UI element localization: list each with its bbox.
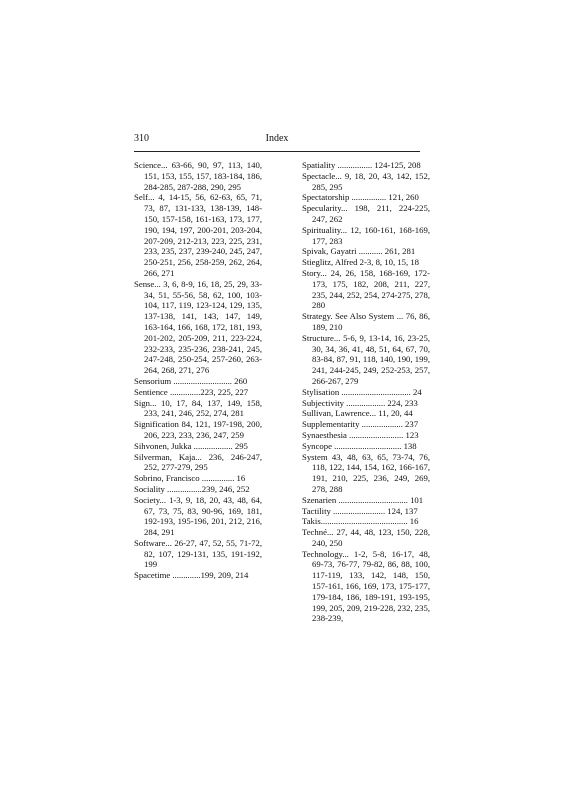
index-entry: Spectacle... 9, 18, 20, 43, 142, 152, 285, 295: [302, 170, 430, 192]
index-entry: Spatiality ................ 124-125, 208: [302, 160, 421, 170]
index-entry: Subjectivity .................. 224, 233: [302, 397, 418, 408]
index-entry: Sign... 10, 17, 84, 137, 149, 158, 233, 241, 246, 252, 274, 281: [134, 397, 262, 419]
index-entry: Stieglitz, Alfred 2-3, 8, 10, 15, 18: [302, 257, 420, 268]
index-entry: Story... 24, 26, 158, 168-169, 172-173, 175, 182, 208, 211, 227, 235, 244, 252, 254, 274-275, 278, 280: [302, 267, 431, 311]
index-entry: Sociality ................239, 246, 252: [134, 483, 250, 494]
index-entry: Syncope ............................... 138: [302, 440, 417, 451]
page-number: 310: [134, 133, 149, 144]
index-entry: Specularity... 198, 211, 224-225, 247, 262: [302, 203, 430, 224]
index-entry: Software... 26-27, 47, 52, 55, 71-72, 82, 107, 129-131, 135, 191-192, 199: [134, 537, 262, 570]
index-entry: Spivak, Gayatri ........... 261, 281: [302, 246, 416, 257]
index-entry: Strategy. See Also System ... 76, 86, 189, 210: [302, 311, 430, 332]
index-column-right: [302, 160, 430, 624]
index-entry: Takis........................................ 16: [302, 516, 419, 527]
index-entry: Sensorium ........................... 260: [134, 375, 248, 386]
index-entry: Supplementarity ................... 237: [302, 419, 419, 430]
index-entry: Techné... 27, 44, 48, 123, 150, 228, 240, 250: [302, 527, 430, 548]
index-entry: Sobrino, Francisco ............... 16: [134, 473, 246, 484]
index-entry: Sullivan, Lawrence... 11, 20, 44: [302, 408, 413, 419]
index-entry: Self... 4, 14-15, 56, 62-63, 65, 71, 73, 87, 131-133, 138-139, 148-150, 157-158, 161-163, 173, 177, 190, 194, 197, 200-201, 203-204, 207-209, 212-213, 223, 225, 231, 233, 235, 237, 239-240, 245, 247, 250-251, 256, 258-259, 262, 264, 266, 271: [134, 192, 263, 278]
running-header: [134, 133, 420, 149]
index-entry: Silverman, Kaja... 236, 246-247, 252, 277-279, 295: [134, 451, 262, 473]
index-entry: Structure... 5-6, 9, 13-14, 16, 23-25, 30, 34, 36, 41, 48, 51, 64, 67, 70, 83-84, 87, 91, 118, 140, 190, 199, 241, 244-245, 249, 252-253, 257, 266-267, 279: [302, 332, 430, 386]
index-entry: Technology... 1-2, 5-8, 16-17, 48, 69-73, 76-77, 79-82, 86, 88, 100, 117-119, 133, 142, 148, 150, 157-161, 166, 169, 173, 175-177, 179-184, 186, 189-191, 193-195, 199, 205, 209, 219-228, 232, 235, 238-239,: [302, 548, 431, 624]
index-column-left: [134, 160, 262, 581]
index-entry: System 43, 48, 63, 65, 73-74, 76, 118, 122, 144, 154, 162, 166-167, 191, 210, 225, 236, 249, 269, 278, 288: [302, 451, 430, 494]
index-entry: Sense... 3, 6, 8-9, 16, 18, 25, 29, 33-34, 51, 55-56, 58, 62, 100, 103-104, 117, 119, 123-124, 129, 135, 137-138, 141, 143, 147, 149, 163-164, 166, 168, 172, 181, 193, 201-202, 205-209, 211, 223-224, 232-233, 235-236, 238-241, 245, 247-248, 250-254, 257-260, 263-264, 268, 271, 276: [134, 278, 263, 376]
index-entry: Tactility ........................ 124, 137: [302, 505, 418, 516]
header-rule: [134, 151, 420, 152]
index-entry: Spacetime .............199, 209, 214: [134, 570, 249, 581]
index-entry: Signification 84, 121, 197-198, 200, 206, 223, 233, 236, 247, 259: [134, 419, 262, 440]
index-entry: Sentience ..............223, 225, 227: [134, 386, 249, 397]
index-entry: Society... 1-3, 9, 18, 20, 43, 48, 64, 67, 73, 75, 83, 90-96, 169, 181, 192-193, 195-196, 201, 212, 216, 284, 291: [134, 494, 262, 538]
index-entry: Sihvonen, Jukka .................. 295: [134, 440, 248, 451]
index-entry: Spectatorship ................ 121, 260: [302, 192, 419, 203]
running-title: Index: [265, 133, 289, 144]
index-entry: Spirituality... 12, 160-161, 168-169, 177, 283: [302, 224, 430, 246]
index-entry: Science... 63-66, 90, 97, 113, 140, 151, 153, 155, 157, 183-184, 186, 284-285, 287-288, 290, 295: [134, 160, 263, 192]
index-entry: Stylisation ................................ 24: [302, 386, 422, 397]
index-entry: Szenarien ................................ 101: [302, 494, 424, 505]
index-entry: Synaesthesia ......................... 123: [302, 429, 419, 440]
